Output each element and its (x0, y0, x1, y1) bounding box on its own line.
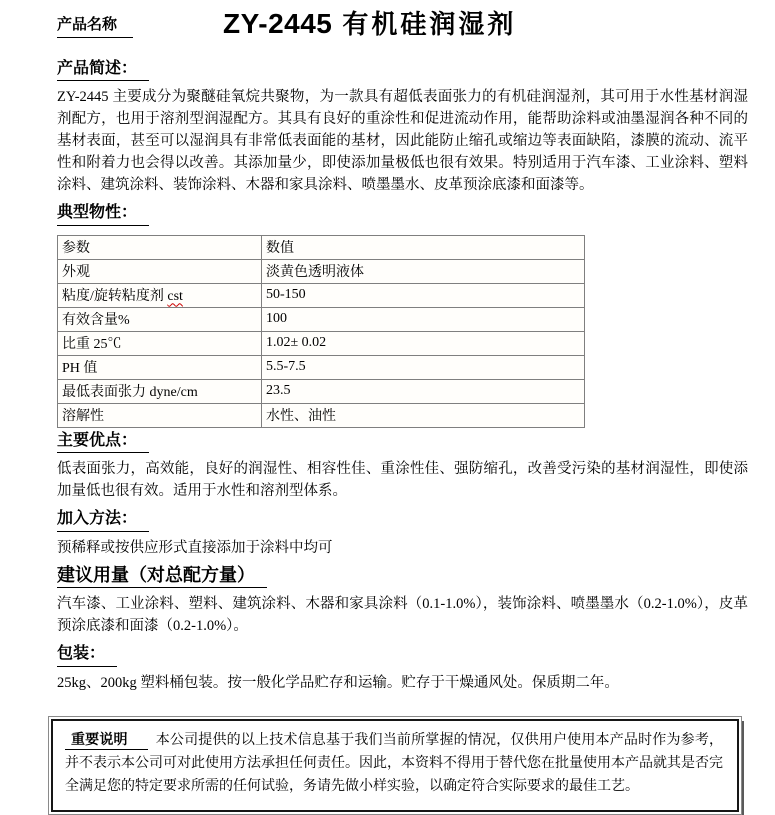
important-note-body: 本公司提供的以上技术信息基于我们当前所掌握的情况，仅供用户使用本产品时作为参考，并不表示本公司可对此使用方法承担任何责任。因此，本资料不得用于替代您在批量使用本产品就其是否完全满足您的特定要求所需的任何试验，务请先做小样实验，以确定符合实际要求的最佳工艺。 (65, 732, 724, 794)
section-heading-properties: 典型物性： (57, 204, 149, 225)
page-title (223, 10, 516, 38)
table-row (58, 307, 585, 331)
product-code: ZY-2445 (223, 8, 333, 39)
section-heading-packaging: 包装： (57, 645, 117, 666)
value-cell: 淡黄色透明液体 (262, 259, 585, 283)
value-cell: 1.02± 0.02 (262, 331, 585, 355)
header-cell-value: 数值 (262, 235, 585, 259)
product-name-label: 产品名称 (57, 13, 133, 38)
param-cell: 比重 25℃ (58, 331, 262, 355)
param-cell: 最低表面张力 dyne/cm (58, 379, 262, 403)
section-heading-addition: 加入方法： (57, 510, 149, 531)
product-title-name: 有机硅润湿剂 (342, 10, 517, 39)
important-note-box (48, 716, 742, 815)
table-row (58, 331, 585, 355)
packaging-paragraph: 25kg、200kg 塑料桶包装。按一般化学品贮存和运输。贮存于干燥通风处。保质期二年。 (57, 674, 619, 691)
important-note-content (51, 719, 739, 812)
param-cell: 粘度/旋转粘度剂 cst (58, 283, 262, 307)
param-cell: 溶解性 (58, 403, 262, 427)
value-cell: 100 (262, 307, 585, 331)
table-row (58, 283, 585, 307)
table-row (58, 379, 585, 403)
table-header-row (58, 235, 585, 259)
addition-paragraph: 预稀释或按供应形式直接添加于涂料中均可 (57, 539, 333, 556)
param-cell: 外观 (58, 259, 262, 283)
table-row (58, 259, 585, 283)
section-heading-dosage: 建议用量（对总配方量） (57, 565, 267, 589)
properties-table (57, 235, 585, 428)
overview-paragraph: ZY-2445 主要成分为聚醚硅氧烷共聚物，为一款具有超低表面张力的有机硅润湿剂，其可用于水性基材润湿剂配方，也用于溶剂型润湿配方。其具有良好的重涂性和促进流动作用，能帮助涂料或油墨湿润各种不同的基材表面，甚至可以湿润具有非常低表面能的基材，因此能防止缩孔或缩边等表面缺陷，漆膜的流动、流平性和附着力也会得以改善。其添加量少，即使添加量极低也很有效果。特别适用于汽车漆、工业涂料、塑料涂料、建筑涂料、装饰涂料、木器和家具涂料、喷墨墨水、皮革预涂底漆和面漆等。 (57, 89, 748, 194)
header-cell-param: 参数 (58, 235, 262, 259)
dosage-paragraph: 汽车漆、工业涂料、塑料、建筑涂料、木器和家具涂料（0.1-1.0%），装饰涂料、喷墨墨水（0.2-1.0%），皮革预涂底漆和面漆（0.2-1.0%）。 (57, 596, 748, 635)
spellcheck-flagged-text: cst (167, 289, 183, 305)
param-cell: PH 值 (58, 355, 262, 379)
advantages-paragraph: 低表面张力，高效能，良好的润湿性、相容性佳、重涂性佳、强防缩孔，改善受污染的基材润湿性，即使添加量低也很有效。适用于水性和溶剂型体系。 (57, 461, 748, 500)
table-row (58, 355, 585, 379)
value-cell: 水性、油性 (262, 403, 585, 427)
param-cell: 有效含量% (58, 307, 262, 331)
value-cell: 23.5 (262, 379, 585, 403)
value-cell: 50-150 (262, 283, 585, 307)
section-heading-advantages: 主要优点： (57, 432, 149, 453)
value-cell: 5.5-7.5 (262, 355, 585, 379)
title-row (57, 10, 748, 38)
section-heading-overview: 产品简述： (57, 60, 149, 81)
table-row (58, 403, 585, 427)
important-note-label: 重要说明 (65, 733, 148, 750)
